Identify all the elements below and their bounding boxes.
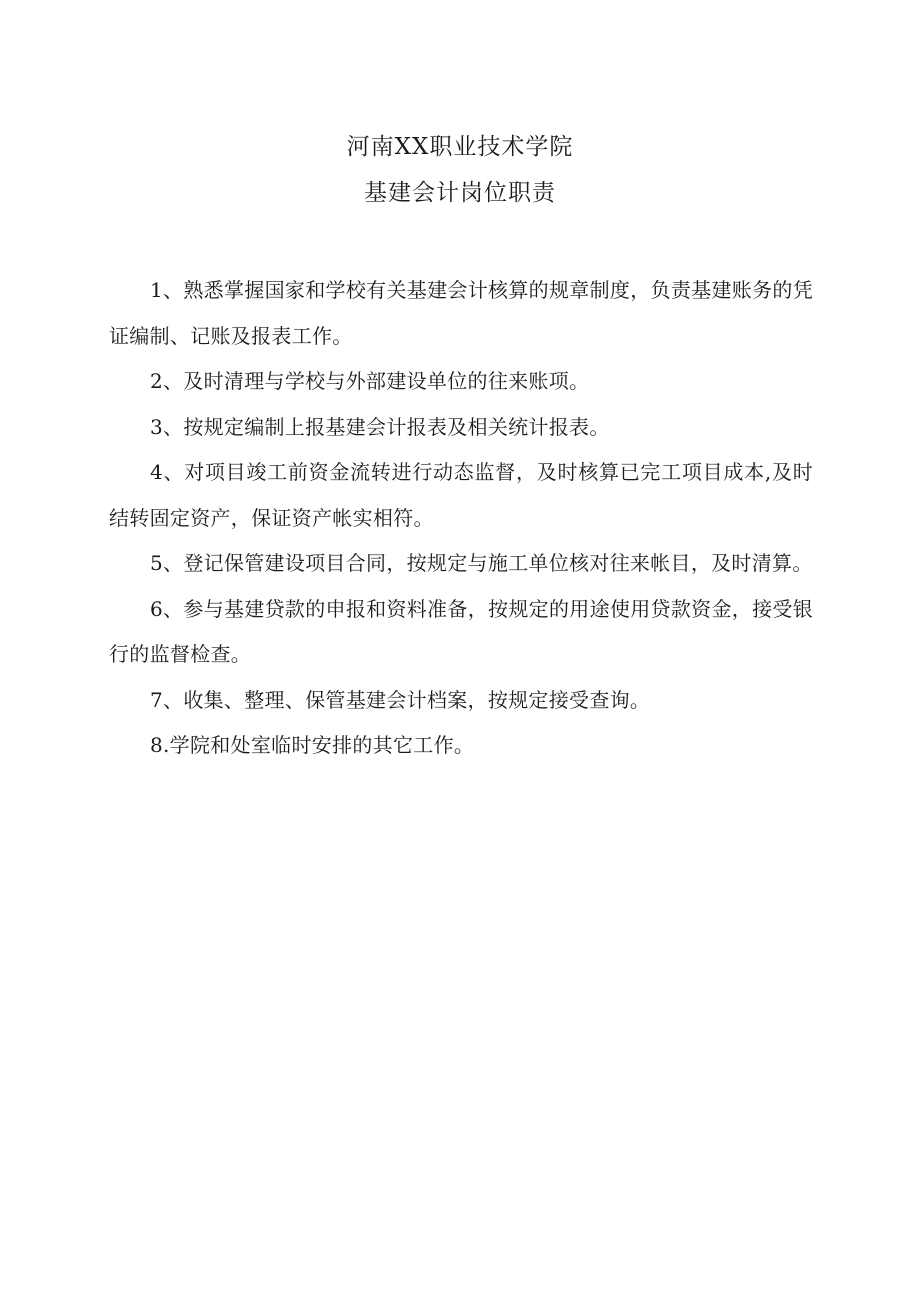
- duties-list: [109, 268, 813, 769]
- duty-item-1: 1、熟悉掌握国家和学校有关基建会计核算的规章制度，负责基建账务的凭证编制、记账及报表工作。: [109, 278, 813, 348]
- duty-item-2: 2、及时清理与学校与外部建设单位的往来账项。: [150, 369, 590, 393]
- document-header: [0, 124, 920, 216]
- duty-item-6: 6、参与基建贷款的申报和资料准备，按规定的用途使用贷款资金，接受银行的监督检查。: [109, 596, 813, 666]
- institution-title: 河南XX职业技术学院: [346, 134, 574, 160]
- duty-item-7: 7、收集、整理、保管基建会计档案，按规定接受查询。: [150, 687, 651, 712]
- duty-item-4: 4、对项目竣工前资金流转进行动态监督，及时核算已完工项目成本,及时结转固定资产，保证资产帐实相符。: [109, 460, 813, 530]
- duty-item-8: 8.学院和处室临时安排的其它工作。: [150, 733, 475, 757]
- document-title: 基建会计岗位职责: [364, 180, 556, 206]
- duty-item-3: 3、按规定编制上报基建会计报表及相关统计报表。: [150, 414, 610, 439]
- duty-item-5: 5、登记保管建设项目合同，按规定与施工单位核对往来帐目，及时清算。: [150, 551, 813, 575]
